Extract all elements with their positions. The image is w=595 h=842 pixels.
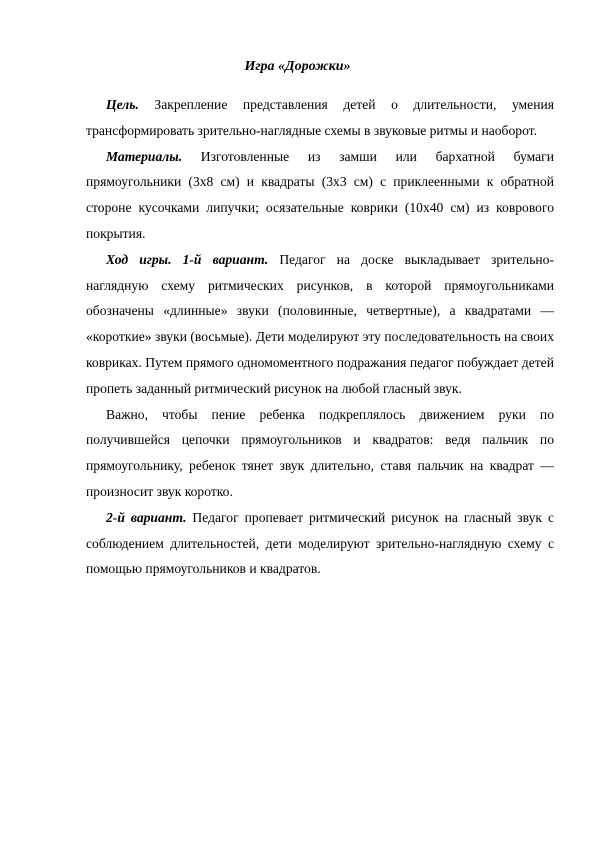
paragraph-lead: Цель.	[106, 97, 139, 112]
paragraph-text: Педагог пропевает ритмический рисунок на гласный звук с соблюдением длительностей, дети моделируют зрительно-наглядную схему с помощью прямоугольников и квадратов.	[86, 509, 554, 577]
document-title: Игра «Дорожки»	[244, 59, 351, 74]
paragraph-text: Закрепление представления детей о длительности, умения трансформировать зрительно-наглядные схемы в звуковые ритмы и наоборот.	[86, 97, 554, 138]
paragraph-important	[86, 402, 554, 505]
paragraph-text: Важно, чтобы пение ребенка подкреплялось движением руки по получившейся цепочки прямоугольников и квадратов: ведя пальчик по прямоугольнику, ребенок тянет звук длительно, ставя пальчик на квадрат — произносит звук коротко.	[86, 406, 554, 499]
paragraph-materials	[86, 144, 554, 247]
paragraph-lead: Ход игры. 1-й вариант.	[106, 251, 269, 267]
document-body	[86, 92, 554, 582]
paragraph-goal	[86, 92, 554, 144]
paragraph-lead: 2-й вариант.	[106, 509, 187, 525]
paragraph-text: Педагог на доске выкладывает зрительно-наглядную схему ритмических рисунков, в которой прямоугольниками обозначены «длинные» звуки (половинные, четвертные), а квадратами — «короткие» звуки (восьмые). Дети моделируют эту последовательность на своих ковриках. Путем прямого одномоментного подражания педагог побуждает детей пропеть заданный ритмический рисунок на любой гласный звук.	[86, 251, 554, 396]
paragraph-text: Изготовленные из замши или бархатной бумаги прямоугольники (3х8 см) и квадраты (3х3 см) с приклеенными к обратной стороне кусочками липучки; осязательные коврики (10х40 см) из коврового покрытия.	[86, 148, 554, 241]
paragraph-lead: Материалы.	[106, 148, 183, 164]
paragraph-variant-1	[86, 247, 554, 402]
paragraph-variant-2	[86, 505, 554, 582]
